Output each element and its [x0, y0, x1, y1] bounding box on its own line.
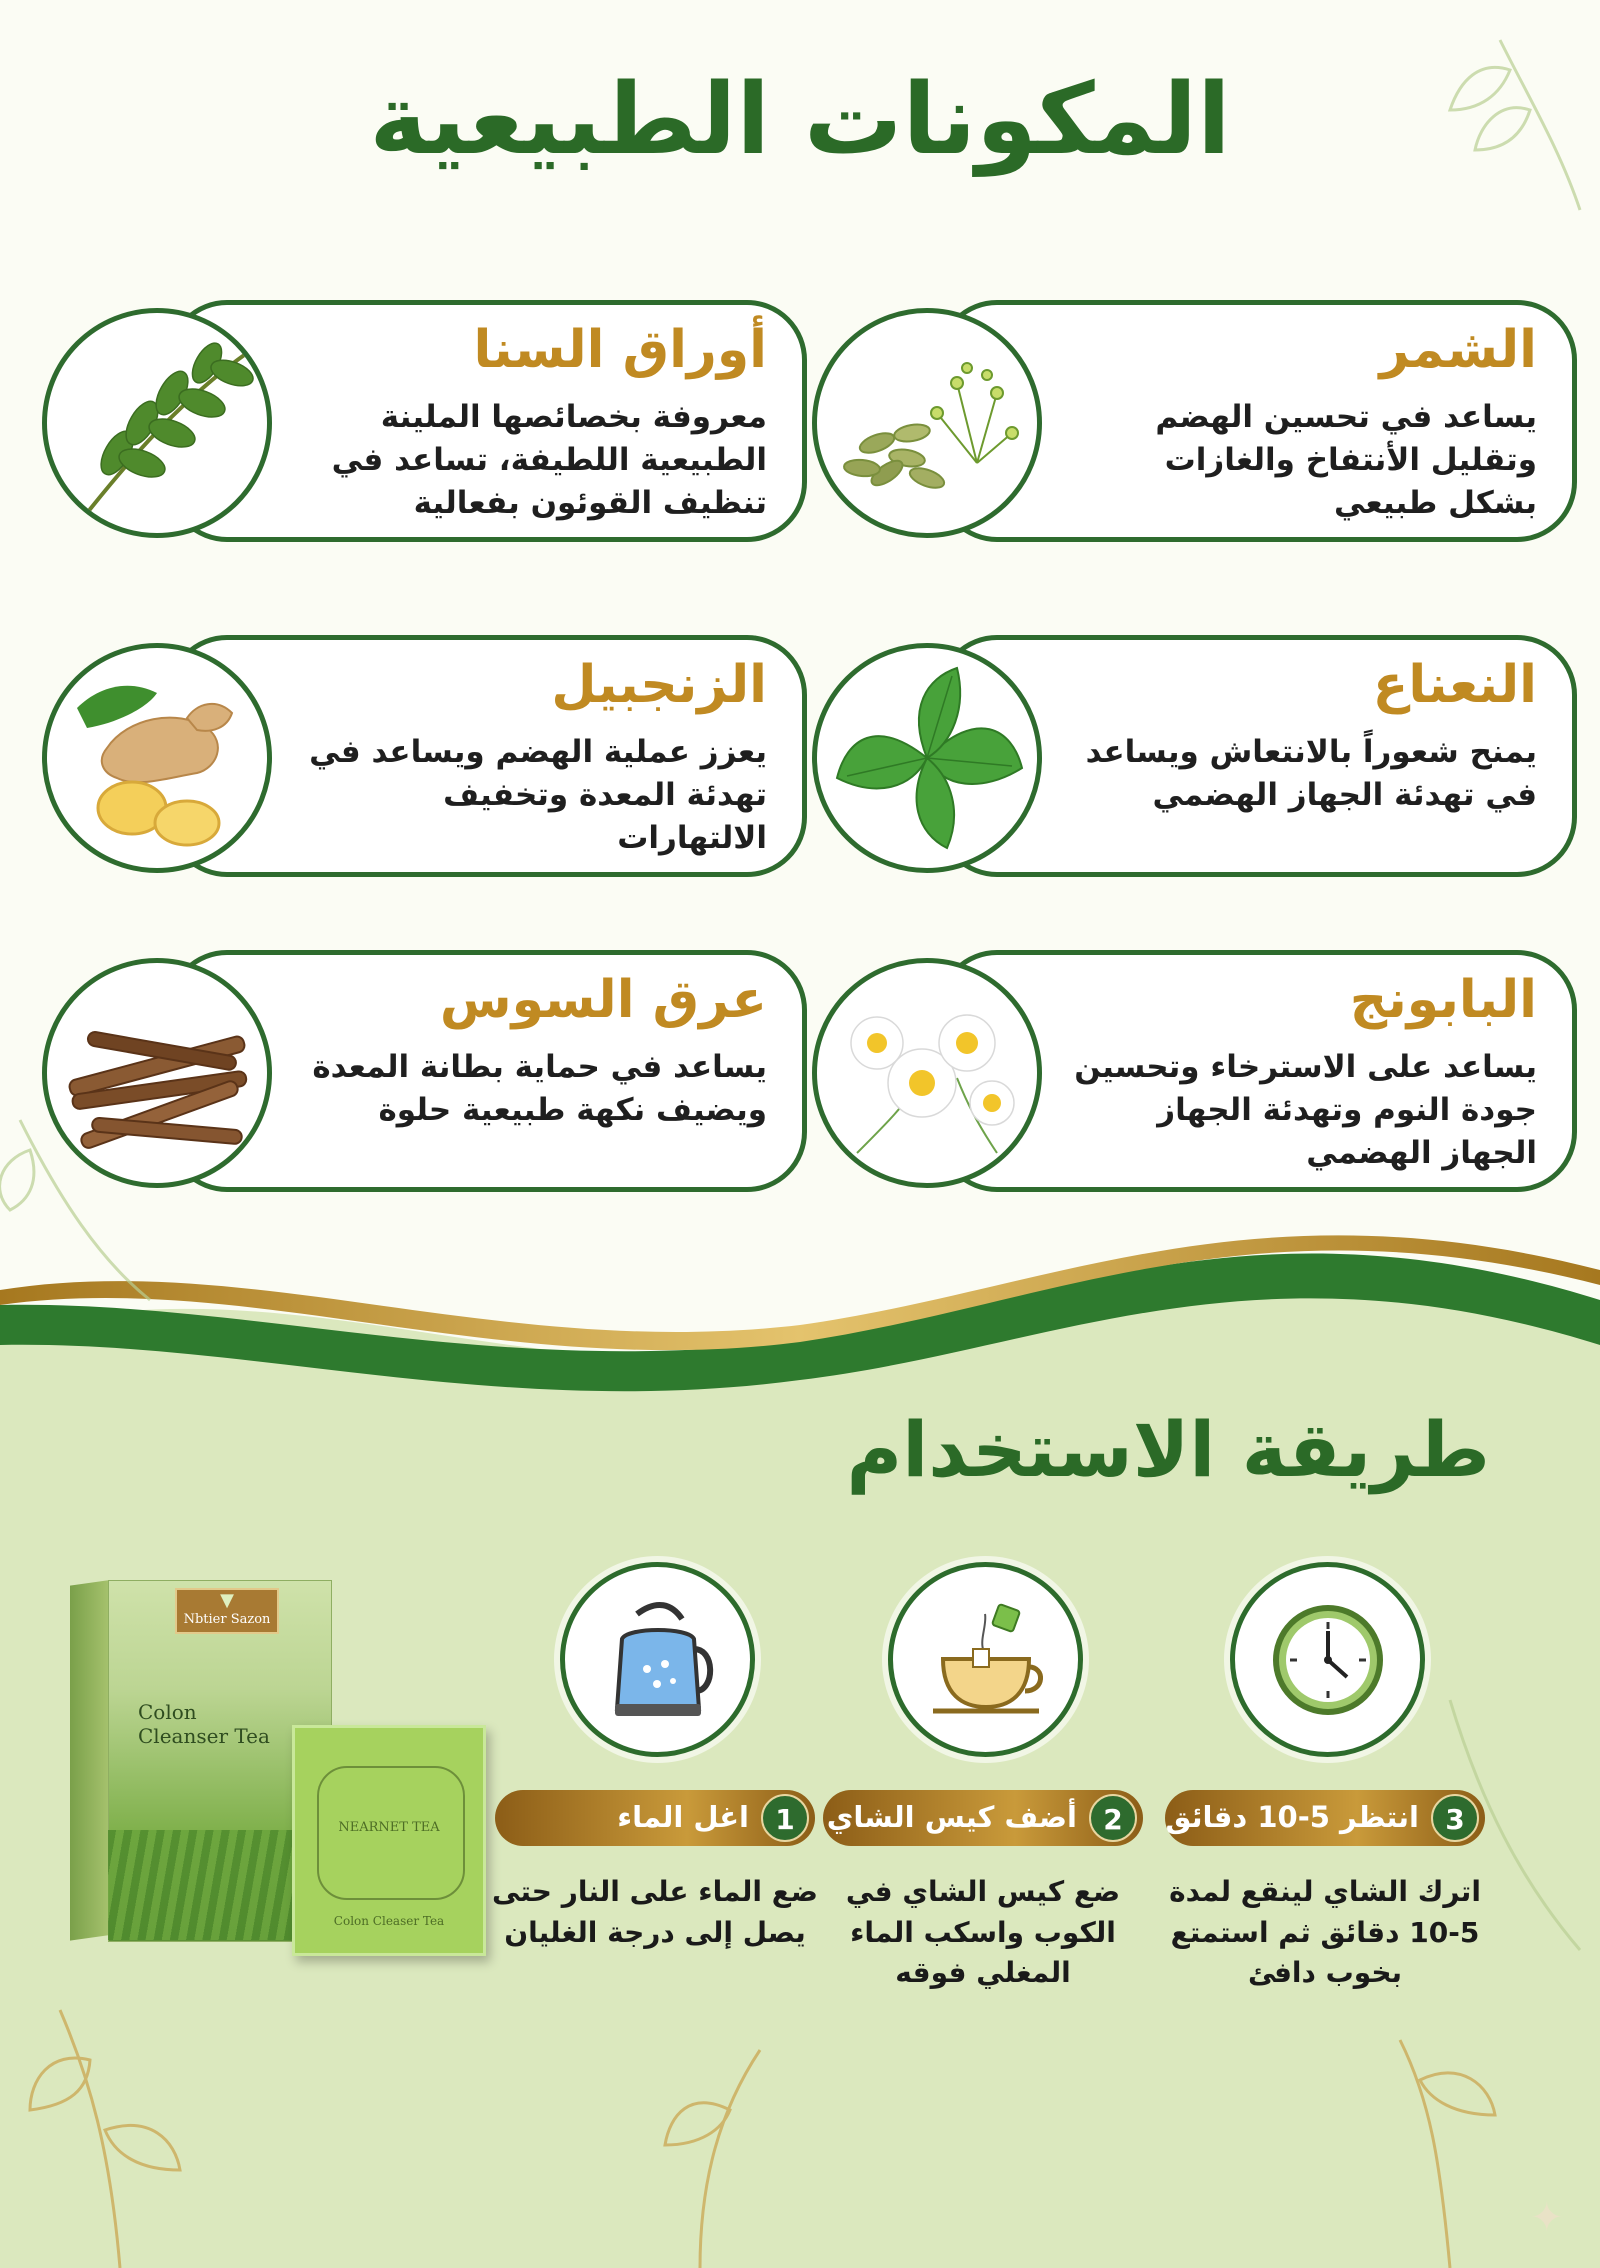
usage-title: طريقة الاستخدام	[846, 1405, 1490, 1494]
senna-leaves-image	[42, 308, 272, 538]
box-title: Colon Cleanser Tea	[138, 1700, 270, 1748]
chamomile-flowers-image	[812, 958, 1042, 1188]
brand-logo: ▼ Nbtier Sazon	[175, 1588, 279, 1634]
ingredient-card-licorice	[42, 950, 812, 1196]
step-label: اغل الماء	[617, 1800, 749, 1834]
ingredient-description: يساعد في تحسين الهضم وتقليل الأنتفاخ والغازات بشكل طبيعي	[1155, 399, 1537, 521]
ingredient-name: البابونج	[1349, 970, 1537, 1030]
ingredient-description: معروفة بخصائصها الملينة الطبيعية اللطيفة، تساعد في تنظيف القوئون بفعالية	[331, 399, 767, 521]
step-label: انتظر 5-10 دقائق	[1165, 1800, 1419, 1834]
sparkle-icon: ✦	[1530, 2195, 1564, 2241]
ingredient-card-senna	[42, 300, 812, 546]
step-description: ضع كيس الشاي في الكوب واسكب الماء المغلي فوقه	[845, 1875, 1121, 1990]
ingredient-card-fennel	[812, 300, 1582, 546]
step-label-pill	[495, 1790, 815, 1846]
tea-sachet	[292, 1725, 486, 1956]
licorice-root-image	[42, 958, 272, 1188]
ingredient-name: عرق السوس	[439, 970, 767, 1030]
usage-step-1	[490, 1562, 830, 2062]
step-number: 1	[761, 1794, 809, 1842]
step-icon-circle	[560, 1562, 755, 1757]
sachet-title: Colon Cleaser Tea	[333, 1914, 445, 1928]
step-icon-circle	[1230, 1562, 1425, 1757]
ingredient-description: يساعد على الاسترخاء وتحسين جودة النوم وتهدئة الجهاز الجهاز الهضمي	[1074, 1049, 1537, 1171]
mint-leaves-image	[812, 643, 1042, 873]
ingredient-name: أوراق السنا	[473, 320, 767, 380]
step-number: 3	[1431, 1794, 1479, 1842]
usage-step-2	[818, 1562, 1158, 2062]
step-number: 2	[1089, 1794, 1137, 1842]
step-description: اترك الشاي لينقع لمدة 5-10 دقائق ثم استمتع بخوب دافئ	[1169, 1875, 1481, 1990]
kettle-icon	[597, 1599, 719, 1721]
step-label: أضف كيس الشاي	[826, 1800, 1077, 1834]
ingredient-card-chamomile	[812, 950, 1582, 1196]
page-title: المكونات الطبيعية	[369, 63, 1231, 177]
ingredient-card-ginger	[42, 635, 812, 881]
ingredient-description: يساعد في حماية بطانة المعدة ويضيف نكهة طبيعية حلوة	[312, 1049, 767, 1128]
usage-step-3	[1160, 1562, 1500, 2062]
sachet-brand: NEARNET TEA	[338, 1820, 440, 1835]
step-icon-circle	[888, 1562, 1083, 1757]
step-label-pill	[1165, 1790, 1485, 1846]
step-label-pill	[823, 1790, 1143, 1846]
ingredient-description: يعزز عملية الهضم ويساعد في تهدئة المعدة وتخفيف الالتهارات	[309, 734, 767, 856]
ingredient-description: يمنح شعوراً بالانتعاش ويساعد في تهدئة الجهاز الهضمي	[1085, 734, 1537, 813]
fennel-seeds-image	[812, 308, 1042, 538]
ingredient-name: النعناع	[1372, 655, 1537, 715]
ingredient-card-mint	[812, 635, 1582, 881]
ingredient-name: الشمر	[1379, 320, 1537, 380]
ginger-root-image	[42, 643, 272, 873]
clock-icon	[1267, 1599, 1389, 1721]
brand-name: Nbtier Sazon	[183, 1612, 271, 1627]
ingredient-name: الزنجبيل	[551, 655, 767, 715]
step-description: ضع الماء على النار حتى يصل إلى درجة الغليان	[492, 1875, 818, 1949]
tea-cup-icon	[925, 1599, 1047, 1721]
product-box	[70, 1580, 330, 1940]
